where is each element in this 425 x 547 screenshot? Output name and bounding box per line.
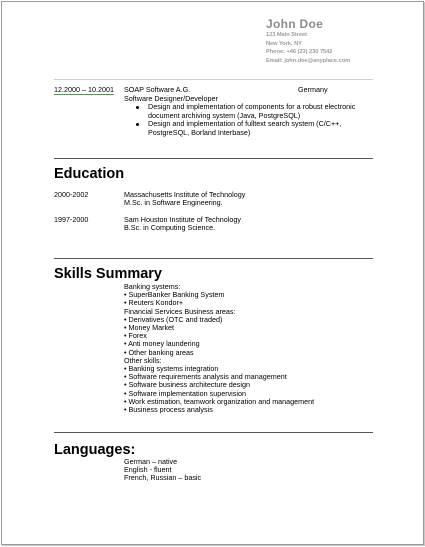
education-date: 1997-2000 xyxy=(54,215,89,224)
job-bullet-line: PostgreSQL, Borland Interbase) xyxy=(148,127,251,137)
section-divider xyxy=(54,158,373,159)
education-degree: B.Sc. in Computing Science. xyxy=(124,223,216,232)
contact-name: John Doe xyxy=(266,17,324,31)
education-date: 2000-2002 xyxy=(54,190,89,199)
skills-item: Financial Services Business areas: xyxy=(124,306,236,316)
languages-list xyxy=(124,458,201,483)
skills-item: • Reuters Kondor+ xyxy=(124,298,184,308)
job-bullets xyxy=(148,103,373,137)
languages-heading: Languages: xyxy=(54,442,136,458)
skills-item: • Banking systems integration xyxy=(124,364,219,374)
job-dates: 12.2000 – 10.2001 xyxy=(54,85,114,94)
skills-item: • Work estimation, teamwork organization and management xyxy=(124,396,315,406)
contact-street: 123 Main Street xyxy=(266,32,308,38)
section-divider xyxy=(54,432,373,433)
skills-item: • Anti money laundering xyxy=(124,339,200,349)
job-bullet-line: Design and implementation of fulltext search system (C/C++, xyxy=(148,119,342,129)
job-country: Germany xyxy=(298,85,328,94)
skills-item: • Forex xyxy=(124,331,147,341)
contact-divider xyxy=(54,79,373,80)
education-school: Massachusetts Institute of Technology xyxy=(124,190,246,199)
education-heading: Education xyxy=(54,166,125,182)
contact-phone: Phone: +46 (23) 230 7542 xyxy=(266,49,333,56)
contact-block xyxy=(266,17,350,65)
contact-email: Email: john.doe@anyplace.com xyxy=(266,57,351,64)
skills-item: • Software requirements analysis and management xyxy=(124,372,287,382)
skills-item: • Software implementation supervision xyxy=(124,388,246,398)
education-school: Sam Houston Institute of Technology xyxy=(124,215,241,224)
skills-heading: Skills Summary xyxy=(54,266,162,282)
education-degree: M.Sc. in Software Engineering. xyxy=(124,198,223,207)
skills-item: • SuperBanker Banking System xyxy=(124,290,225,300)
skills-item: Other skills: xyxy=(124,355,162,365)
resume-page xyxy=(1,1,424,545)
section-divider xyxy=(54,258,373,259)
bullet-icon xyxy=(136,123,139,126)
job-bullet xyxy=(148,103,373,120)
job-company: SOAP Software A.G. xyxy=(124,85,191,94)
contact-city: New York, NY xyxy=(266,40,302,47)
job-bullet-line: document archiving system (Java, PostgreSQL) xyxy=(148,110,301,120)
skills-item: • Software business architecture design xyxy=(124,380,250,390)
skills-item: • Business process analysis xyxy=(124,405,213,415)
job-title: Software Designer/Developer xyxy=(124,94,218,103)
language-item: German – native xyxy=(124,457,178,466)
bullet-icon xyxy=(136,106,139,109)
skills-item: • Derivatives (OTC and traded) xyxy=(124,314,223,324)
language-item: French, Russian – basic xyxy=(124,473,202,483)
job-bullet-line: Design and implementation of components for a robust electronic xyxy=(148,102,356,111)
skills-list xyxy=(124,283,314,414)
skills-item: • Money Market xyxy=(124,323,175,333)
job-bullet xyxy=(148,120,373,137)
skills-item: Banking systems: xyxy=(124,282,181,291)
language-item: English - fluent xyxy=(124,465,172,475)
skills-item: • Other banking areas xyxy=(124,347,194,357)
